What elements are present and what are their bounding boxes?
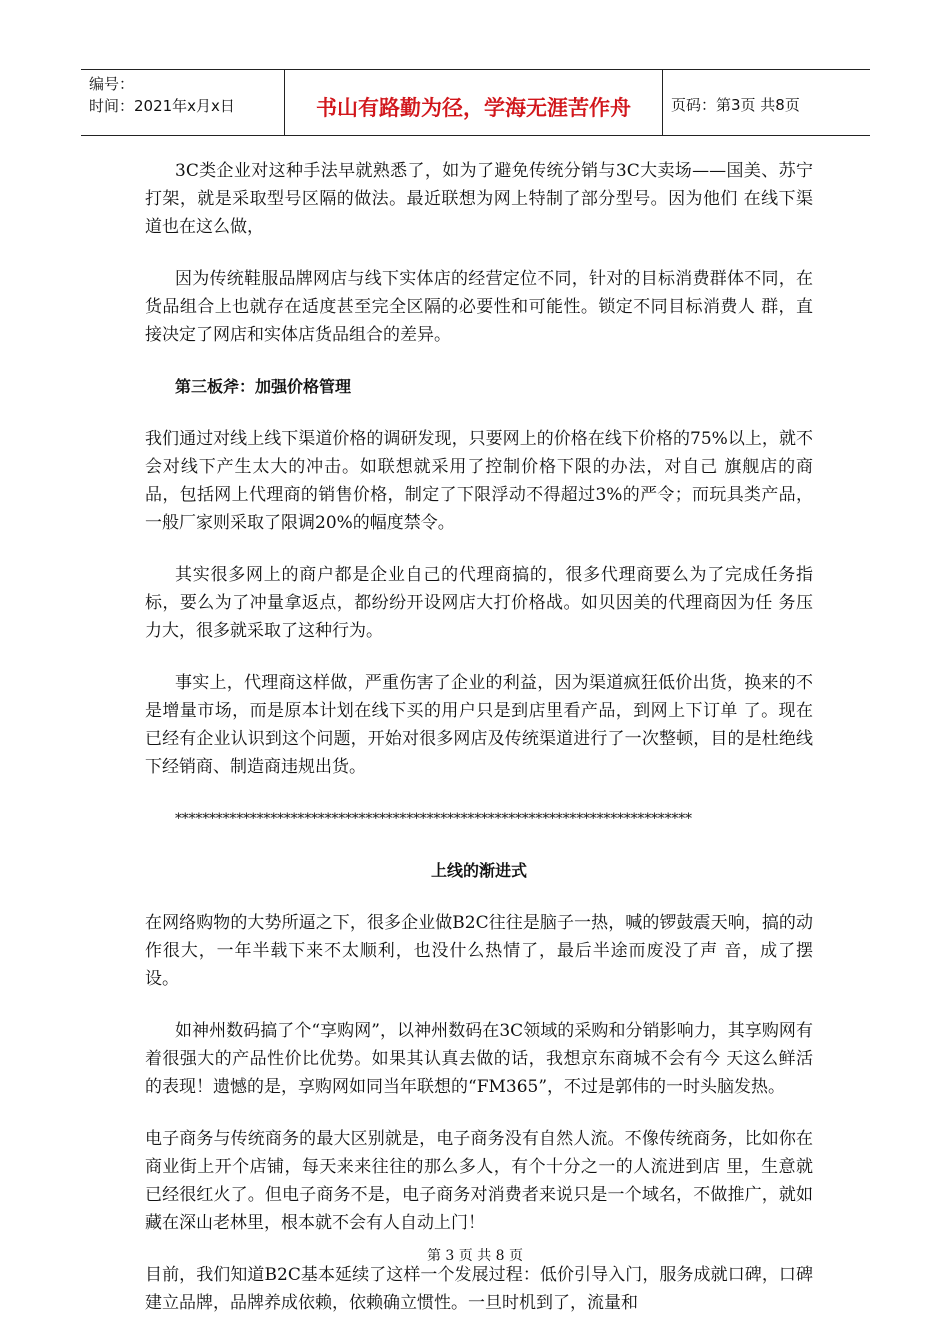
separator-stars: **************************************************************************** xyxy=(175,811,692,827)
header-page-label: 页码：第3页 共8页 xyxy=(671,96,800,114)
paragraph: 如神州数码搞了个“享购网”，以神州数码在3C领域的采购和分销影响力，其享购网有着很强大的产品性价比优势。如果其认真去做的话，我想京东商城不会有今 天这么鲜活的表现！遗憾的是，享购网如同当年联想的“FM365”，不过是郭伟的一时头脑发热。 xyxy=(145,1021,813,1097)
header-motto: 书山有路勤为径，学海无涯苦作舟 xyxy=(285,70,663,135)
paragraph: 因为传统鞋服品牌网店与线下实体店的经营定位不同，针对的目标消费群体不同，在货品组合上也就存在适度甚至完全区隔的必要性和可能性。锁定不同目标消费人 群，直接决定了网店和实体店货品组合的差异。 xyxy=(145,269,813,345)
paragraph: 电子商务与传统商务的最大区别就是，电子商务没有自然人流。不像传统商务，比如你在商业街上开个店铺，每天来来往往的那么多人，有个十分之一的人流进到店 里，生意就已经很红火了。但电子商务不是，电子商务对消费者来说只是一个域名，不做推广，就如藏在深山老林里，根本就不会有人自动上门！ xyxy=(145,1129,813,1233)
page-header xyxy=(81,69,870,136)
document-date-label: 时间：2021年x月x日 xyxy=(89,97,235,115)
document-number-label: 编号： xyxy=(89,75,135,93)
section-heading: 上线的渐进式 xyxy=(430,861,527,880)
paragraph: 目前，我们知道B2C基本延续了这样一个发展过程：低价引导入门，服务成就口碑，口碑建立品牌，品牌养成依赖，依赖确立惯性。一旦时机到了，流量和 xyxy=(145,1265,813,1313)
paragraph: 我们通过对线上线下渠道价格的调研发现，只要网上的价格在线下价格的75%以上，就不会对线下产生太大的冲击。如联想就采用了控制价格下限的办法，对自己 旗舰店的商品，包括网上代理商的销售价格，制定了下限浮动不得超过3%的严令；而玩具类产品，一般厂家则采取了限调20%的幅度禁令。 xyxy=(145,429,813,533)
paragraph: 事实上，代理商这样做，严重伤害了企业的利益，因为渠道疯狂低价出货，换来的不是增量市场，而是原本计划在线下买的用户只是到店里看产品，到网上下订单 了。现在已经有企业认识到这个问题，开始对很多网店及传统渠道进行了一次整顿，目的是杜绝线下经销商、制造商违规出货。 xyxy=(145,673,813,777)
document-body xyxy=(145,157,813,1341)
paragraph: 其实很多网上的商户都是企业自己的代理商搞的，很多代理商要么为了完成任务指标，要么为了冲量拿返点，都纷纷开设网店大打价格战。如贝因美的代理商因为任 务压力大，很多就采取了这种行为。 xyxy=(145,565,813,641)
paragraph: 在网络购物的大势所逼之下，很多企业做B2C往往是脑子一热，喊的锣鼓震天响，搞的动作很大，一年半载下来不太顺利，也没什么热情了，最后半途而废没了声 音，成了摆设。 xyxy=(145,913,813,989)
section-heading: 第三板斧：加强价格管理 xyxy=(175,377,352,396)
paragraph: 3C类企业对这种手法早就熟悉了，如为了避免传统分销与3C大卖场——国美、苏宁打架，就是采取型号区隔的做法。最近联想为网上特制了部分型号。因为他们 在线下渠道也在这么做， xyxy=(145,161,813,237)
header-meta xyxy=(81,70,285,135)
page-footer: 第 3 页 共 8 页 xyxy=(426,1248,524,1264)
